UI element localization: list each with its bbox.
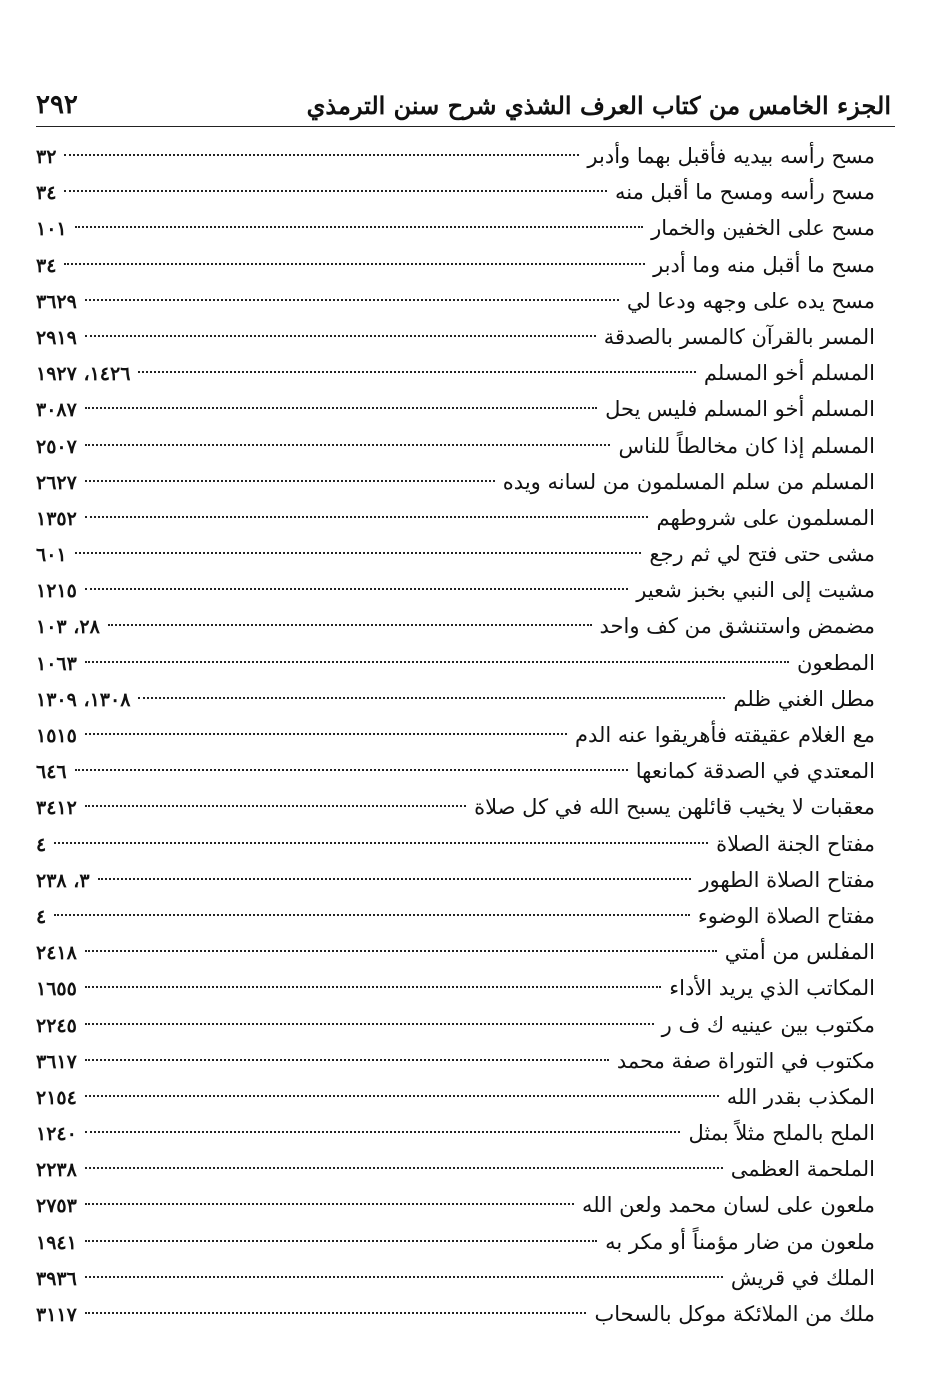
- entry-reference: ٣٠٨٧: [36, 399, 77, 422]
- dot-leader: [85, 1095, 719, 1097]
- entry-reference: ٤: [36, 905, 47, 928]
- dot-leader: [85, 407, 597, 409]
- entry-text: المطعون: [796, 650, 875, 675]
- index-entry: [36, 1224, 875, 1260]
- index-entry: [36, 464, 875, 500]
- entry-reference: ١٦٥٥: [36, 978, 77, 1001]
- entry-text: ملعون من ضار مؤمناً أو مكر به: [605, 1229, 875, 1254]
- entry-reference: ٣٤: [36, 254, 57, 277]
- index-entry: [36, 753, 875, 789]
- entry-text: ملك من الملائكة موكل بالسحاب: [594, 1302, 875, 1326]
- entry-reference: ٤: [36, 833, 47, 856]
- entry-reference: ٣٩٣٦: [36, 1267, 77, 1290]
- index-entry: [36, 1151, 875, 1187]
- index-entry: [36, 1079, 875, 1115]
- index-entry: [36, 210, 875, 246]
- dot-leader: [85, 986, 661, 988]
- index-entry: [36, 1007, 875, 1043]
- index-entry: [36, 1187, 875, 1223]
- entry-text: مطل الغني ظلم: [733, 686, 875, 711]
- entry-text: المكاتب الذي يريد الأداء: [669, 976, 875, 1001]
- index-entry: [36, 645, 875, 681]
- dot-leader: [85, 1203, 574, 1205]
- entry-reference: ١٢١٥: [36, 580, 77, 603]
- entry-text: المسلم أخو المسلم فليس يحل: [605, 397, 875, 422]
- dot-leader: [85, 661, 789, 663]
- index-entry: [36, 319, 875, 355]
- entry-text: مشى حتى فتح لي ثم رجع: [649, 542, 875, 567]
- entry-reference: ٢٦٢٧: [36, 471, 77, 494]
- entry-text: الملك في قريش: [730, 1265, 875, 1290]
- page-number: ٢٩٢: [36, 90, 78, 120]
- entry-text: الملحمة العظمى: [730, 1157, 875, 1182]
- dot-leader: [85, 805, 466, 807]
- dot-leader: [85, 335, 596, 337]
- entry-reference: ١٥١٥: [36, 725, 77, 747]
- index-entry: [36, 1260, 875, 1296]
- entry-reference: ٣١١٧: [36, 1304, 77, 1326]
- index-list: [36, 138, 875, 1332]
- entry-text: المسلم من سلم المسلمون من لسانه ويده: [502, 469, 875, 494]
- index-entry: [36, 1115, 875, 1151]
- dot-leader: [85, 950, 717, 952]
- entry-reference: ٢٤١٨: [36, 942, 77, 965]
- index-entry: [36, 391, 875, 427]
- entry-text: المسلم إذا كان مخالطاً للناس: [618, 433, 875, 458]
- dot-leader: [85, 1167, 723, 1169]
- entry-text: مكتوب بين عينيه ك ف ر: [661, 1012, 875, 1037]
- entry-text: المسلم أخو المسلم: [703, 361, 875, 386]
- entry-text: المكذب بقدر الله: [726, 1084, 875, 1109]
- index-entry: [36, 681, 875, 717]
- dot-leader: [85, 1240, 597, 1242]
- entry-reference: ١٠٦٣: [36, 652, 77, 675]
- dot-leader: [64, 190, 607, 192]
- entry-reference: ٢٢٣٨: [36, 1159, 77, 1182]
- entry-text: المسر بالقرآن كالمسر بالصدقة: [603, 324, 875, 349]
- entry-reference: ٦٠١: [36, 544, 67, 567]
- dot-leader: [85, 1059, 609, 1061]
- index-entry: [36, 536, 875, 572]
- dot-leader: [85, 480, 495, 482]
- index-entry: [36, 1296, 875, 1332]
- dot-leader: [85, 733, 567, 735]
- index-entry: [36, 608, 875, 644]
- entry-text: مسح رأسه ومسح ما أقبل منه: [614, 180, 875, 205]
- dot-leader: [108, 624, 592, 626]
- entry-text: المعتدي في الصدقة كمانعها: [635, 759, 875, 784]
- dot-leader: [85, 299, 619, 301]
- entry-reference: ٢٧٥٣: [36, 1195, 77, 1218]
- dot-leader: [85, 1312, 587, 1314]
- entry-text: المسلمون على شروطهم: [656, 505, 875, 530]
- entry-reference: ١٣٥٢: [36, 507, 77, 530]
- entry-reference: ٢٥٠٧: [36, 435, 77, 458]
- dot-leader: [85, 1276, 723, 1278]
- entry-reference: ٢٩١٩: [36, 326, 77, 349]
- entry-reference: ٢٢٤٥: [36, 1014, 77, 1037]
- header-divider: [36, 126, 895, 127]
- index-entry: [36, 717, 875, 753]
- entry-reference: ٦٤٦: [36, 761, 67, 784]
- index-entry: [36, 572, 875, 608]
- entry-reference: ١٩٤١: [36, 1231, 77, 1254]
- entry-text: مفتاح الصلاة الطهور: [699, 867, 875, 892]
- dot-leader: [54, 914, 690, 916]
- entry-reference: ٢١٥٤: [36, 1086, 77, 1109]
- entry-reference: ٣، ٢٣٨: [36, 869, 90, 892]
- entry-text: مضمض واستنشق من كف واحد: [599, 614, 875, 639]
- entry-reference: ١٣٠٨، ١٣٠٩: [36, 688, 131, 711]
- dot-leader: [75, 226, 643, 228]
- entry-text: مفتاح الجنة الصلاة: [716, 831, 875, 856]
- entry-text: مفتاح الصلاة الوضوء: [697, 903, 875, 928]
- index-entry: [36, 355, 875, 391]
- dot-leader: [75, 769, 628, 771]
- index-entry: [36, 862, 875, 898]
- index-entry: [36, 898, 875, 934]
- entry-text: مسح يده على وجهه ودعا لي: [626, 288, 875, 313]
- entry-text: مسح ما أقبل منه وما أدبر: [653, 252, 875, 277]
- entry-reference: ٣٦٢٩: [36, 290, 77, 313]
- dot-leader: [138, 371, 696, 373]
- index-entry: [36, 174, 875, 210]
- entry-reference: ٣٢: [36, 146, 57, 168]
- entry-reference: ١٤٢٦، ١٩٢٧: [36, 363, 131, 386]
- running-title: الجزء الخامس من كتاب العرف الشذي شرح سنن الترمذي: [306, 91, 891, 120]
- page-header: [36, 80, 891, 120]
- dot-leader: [85, 588, 628, 590]
- index-entry: [36, 283, 875, 319]
- entry-reference: ١٠١: [36, 218, 67, 241]
- entry-reference: ٣٦١٧: [36, 1050, 77, 1073]
- index-entry: [36, 428, 875, 464]
- entry-text: معقبات لا يخيب قائلهن يسبح الله في كل صلاة: [474, 795, 875, 820]
- index-entry: [36, 789, 875, 825]
- index-entry: [36, 500, 875, 536]
- entry-text: الملح بالملح مثلاً بمثل: [688, 1121, 875, 1146]
- entry-text: مكتوب في التوراة صفة محمد: [616, 1048, 875, 1073]
- entry-text: ملعون على لسان محمد ولعن الله: [582, 1193, 875, 1218]
- dot-leader: [75, 552, 642, 554]
- dot-leader: [85, 1023, 654, 1025]
- index-entry: [36, 1043, 875, 1079]
- dot-leader: [54, 842, 708, 844]
- entry-text: مع الغلام عقيقته فأهريقوا عنه الدم: [574, 723, 875, 747]
- dot-leader: [64, 263, 645, 265]
- index-entry: [36, 247, 875, 283]
- entry-reference: ٣٤: [36, 182, 57, 205]
- index-entry: [36, 826, 875, 862]
- dot-leader: [85, 444, 611, 446]
- dot-leader: [98, 878, 692, 880]
- entry-text: مسح رأسه بيديه فأقبل بهما وأدبر: [587, 144, 875, 168]
- entry-reference: ٣٤١٢: [36, 797, 77, 820]
- index-entry: [36, 138, 875, 174]
- entry-text: المفلس من أمتي: [724, 940, 875, 965]
- dot-leader: [138, 697, 725, 699]
- dot-leader: [85, 1131, 681, 1133]
- entry-reference: ٢٨، ١٠٣: [36, 616, 100, 639]
- index-entry: [36, 970, 875, 1006]
- dot-leader: [64, 154, 579, 156]
- index-entry: [36, 934, 875, 970]
- dot-leader: [85, 516, 649, 518]
- entry-text: مشيت إلى النبي بخبز شعير: [636, 578, 875, 603]
- entry-reference: ١٢٤٠: [36, 1123, 77, 1146]
- entry-text: مسح على الخفين والخمار: [651, 216, 875, 241]
